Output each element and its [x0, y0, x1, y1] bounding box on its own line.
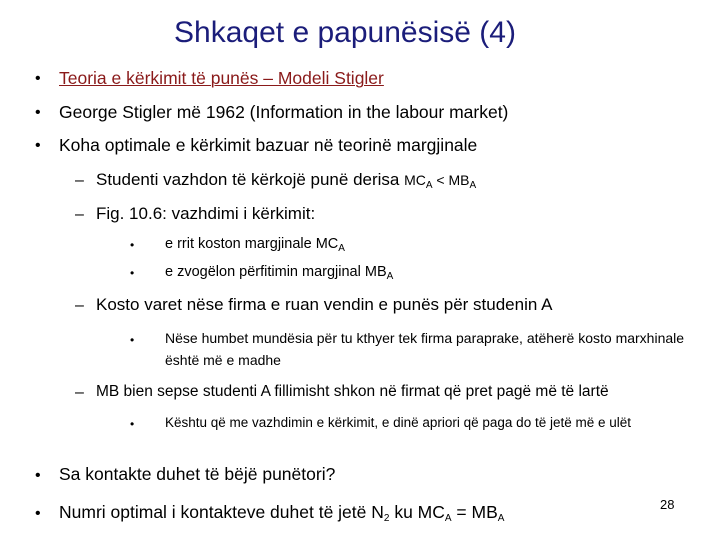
bullet-stigler: George Stigler më 1962 (Information in the labour market) — [59, 102, 509, 122]
bullet-icon: • — [35, 137, 41, 154]
bullet-icon: • — [35, 505, 41, 522]
dash-icon: – — [75, 297, 84, 314]
subscript-a: A — [497, 513, 505, 524]
sub-bullet-zvogelon — [165, 264, 393, 282]
sub-bullet-humbet: Nëse humbet mundësia për tu kthyer tek firma paraprake, atëherë kosto marxhinale është më e madhe — [165, 330, 685, 368]
bullet-icon: • — [35, 467, 41, 484]
ku-mc-label: ku MC — [389, 502, 445, 522]
bullet-icon: • — [35, 70, 41, 87]
dash-icon: – — [75, 206, 84, 223]
slide-title: Shkaqet e papunësisë (4) — [174, 16, 516, 49]
subscript-a: A — [386, 271, 394, 282]
bullet-icon: • — [130, 238, 135, 252]
bullet-icon: • — [130, 417, 135, 431]
dash-studenti-vazhdon — [96, 170, 476, 191]
dash-icon: – — [75, 384, 84, 401]
subscript-a: A — [425, 180, 433, 191]
sub-bullet-keshtu: Kështu që me vazhdimin e kërkimit, e dinë apriori që paga do të jetë më e ulët — [165, 415, 632, 430]
bullet-numri-optimal — [59, 502, 504, 524]
bullet-teoria-link[interactable]: Teoria e kërkimit të punës – Modeli Stigler — [59, 68, 384, 88]
subscript-a: A — [469, 180, 477, 191]
subscript-a: A — [338, 243, 345, 254]
dash-mb-bien: MB bien sepse studenti A fillimisht shkon në firmat që pret pagë më të lartë — [96, 383, 609, 400]
numri-text: Numri optimal i kontakteve duhet të jetë N — [59, 502, 384, 522]
bullet-icon: • — [130, 333, 135, 347]
sub-bullet-rrit-koston — [165, 236, 345, 254]
bullet-icon: • — [35, 104, 41, 121]
subscript-a: A — [444, 513, 452, 524]
page-number: 28 — [660, 497, 675, 512]
dash-icon: – — [75, 172, 84, 189]
dash-kosto-varet: Kosto varet nëse firma e ruan vendin e punës për studenin A — [96, 295, 553, 314]
bullet-icon: • — [130, 266, 135, 280]
eq-mb-label: = MB — [451, 502, 498, 522]
subscript-2: 2 — [383, 513, 390, 524]
dash-fig-10-6: Fig. 10.6: vazhdimi i kërkimit: — [96, 204, 316, 223]
bullet-koha-optimale: Koha optimale e kërkimit bazuar në teorinë margjinale — [59, 135, 478, 155]
sub-bullet-zvogelon-text: e zvogëlon përfitimin margjinal MB — [165, 264, 387, 280]
mc-label: MC — [404, 172, 426, 188]
lt-mb-label: < MB — [432, 172, 470, 188]
sub-bullet-rrit-text: e rrit koston margjinale MC — [165, 236, 339, 252]
bullet-sa-kontakte: Sa kontakte duhet të bëjë punëtori? — [59, 464, 336, 484]
dash-studenti-text: Studenti vazhdon të kërkojë punë derisa — [96, 170, 405, 189]
